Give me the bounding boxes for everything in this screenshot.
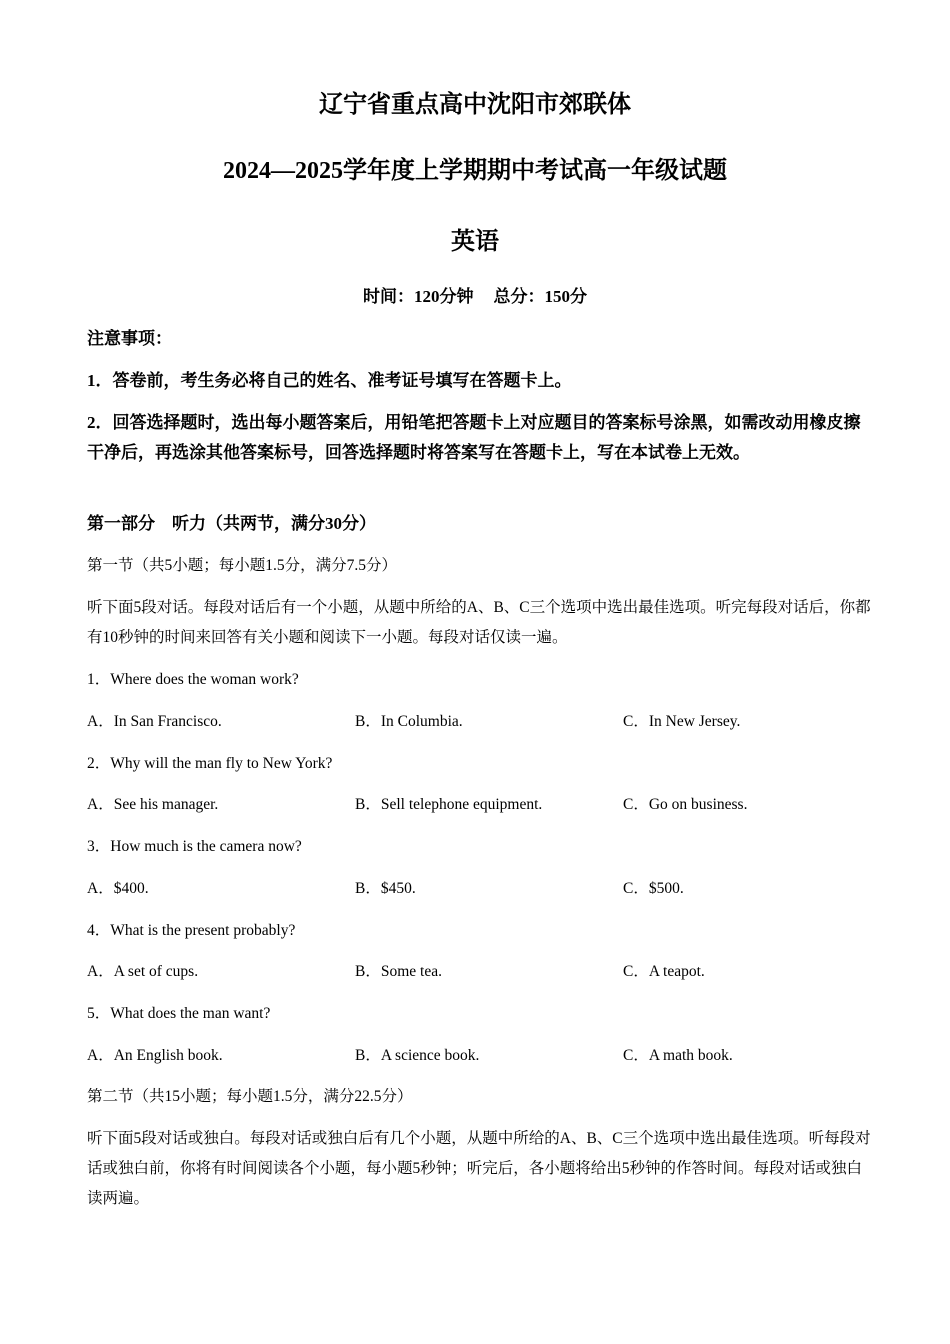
question-2: 2．Why will the man fly to New York? — [87, 755, 333, 772]
option-c: C．Go on business. — [623, 796, 748, 813]
option-c: C．$500. — [623, 880, 684, 897]
question-5-options — [87, 1041, 877, 1071]
option-b: B．In Columbia. — [355, 713, 463, 730]
part1-title: 第一部分 听力（共两节，满分30分） — [87, 514, 376, 533]
exam-meta — [0, 284, 950, 310]
option-b: B．Some tea. — [355, 963, 442, 980]
option-a: A．In San Francisco. — [87, 713, 222, 730]
question-3: 3．How much is the camera now? — [87, 838, 302, 855]
question-4-options — [87, 957, 877, 987]
exam-title-line1: 辽宁省重点高中沈阳市郊联体 — [319, 92, 631, 118]
option-c: C．A math book. — [623, 1047, 733, 1064]
option-a: A．A set of cups. — [87, 963, 199, 980]
notice-item-1: 1．答卷前，考生务必将自己的姓名、准考证号填写在答题卡上。 — [87, 371, 572, 390]
question-1-options — [87, 707, 877, 737]
exam-title-line2: 2024—2025学年度上学期期中考试高一年级试题 — [223, 158, 727, 184]
option-b: B．Sell telephone equipment. — [355, 796, 543, 813]
question-5: 5．What does the man want? — [87, 1005, 271, 1022]
section1-instructions: 听下面5段对话。每段对话后有一个小题，从题中所给的A、B、C三个选项中选出最佳选项。听完每段对话后，你都有10秒钟的时间来回答有关小题和阅读下一小题。每段对话仅读一遍。 — [87, 599, 871, 646]
exam-time: 时间：120分钟 — [363, 287, 474, 306]
section2-title: 第二节（共15小题；每小题1.5分，满分22.5分） — [87, 1088, 413, 1105]
question-1: 1．Where does the woman work? — [87, 671, 299, 688]
question-2-options — [87, 790, 877, 820]
notice-title: 注意事项： — [87, 329, 172, 348]
section2-instructions: 听下面5段对话或独白。每段对话或独白后有几个小题，从题中所给的A、B、C三个选项中选出最佳选项。听每段对话或独白前，你将有时间阅读各个小题，每小题5秒钟；听完后，各小题将给出5秒钟的作答时间。每段对话或独白读两遍。 — [87, 1130, 871, 1207]
option-b: B．A science book. — [355, 1047, 480, 1064]
question-3-options — [87, 874, 877, 904]
option-a: A．$400. — [87, 880, 149, 897]
exam-total-score: 总分：150分 — [493, 287, 587, 306]
option-c: C．In New Jersey. — [623, 713, 741, 730]
option-b: B．$450. — [355, 880, 416, 897]
option-a: A．An English book. — [87, 1047, 223, 1064]
option-a: A．See his manager. — [87, 796, 219, 813]
section1-title: 第一节（共5小题；每小题1.5分，满分7.5分） — [87, 557, 398, 574]
exam-subject: 英语 — [451, 229, 499, 255]
question-4: 4．What is the present probably? — [87, 922, 296, 939]
option-c: C．A teapot. — [623, 963, 705, 980]
notice-item-2: 2．回答选择题时，选出每小题答案后，用铅笔把答题卡上对应题目的答案标号涂黑，如需改动用橡皮擦干净后，再选涂其他答案标号，回答选择题时将答案写在答题卡上，写在本试卷上无效。 — [87, 413, 861, 462]
